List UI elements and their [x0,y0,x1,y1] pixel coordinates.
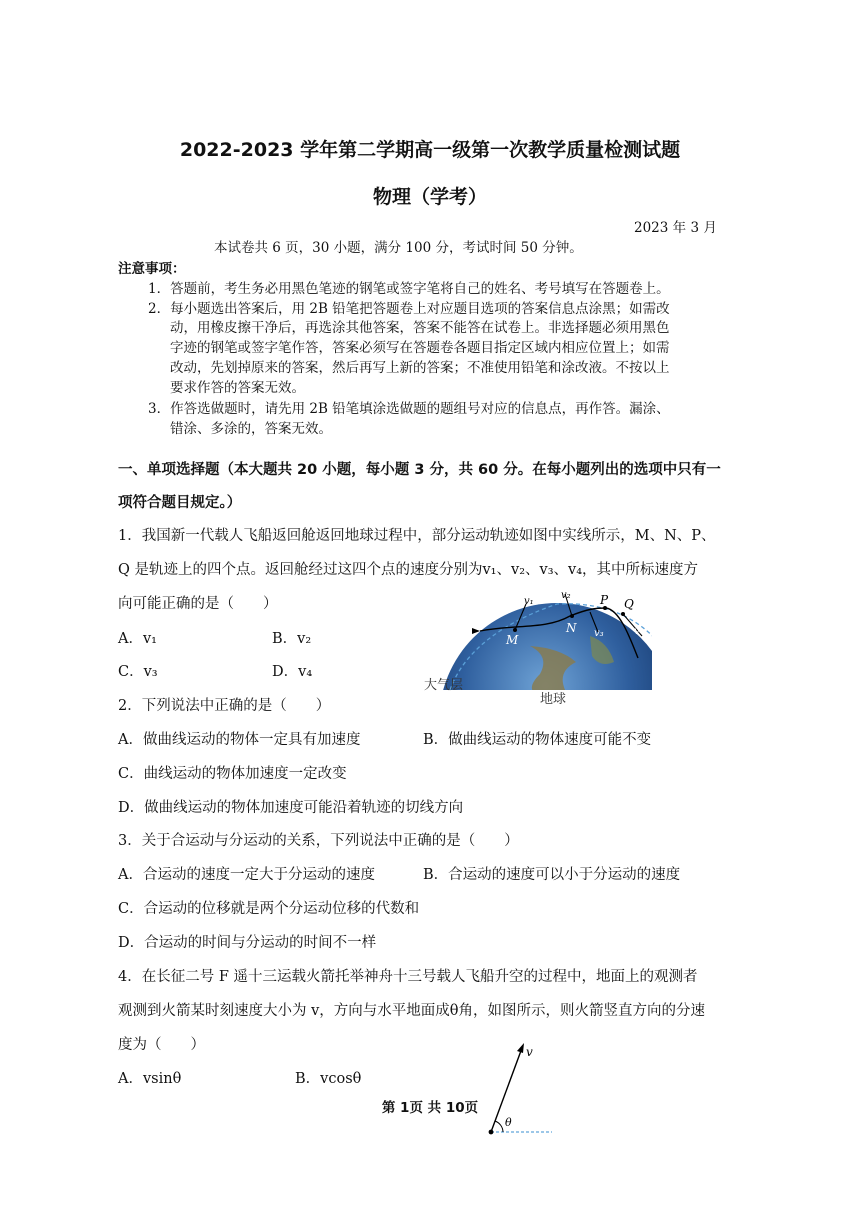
notice-line: 字迹的钢笔或签字笔作答，答案必须写在答题卷各题目指定区域内相应位置上；如需 [170,340,670,356]
velocity-label-v4: v₄ [634,626,644,637]
q2-option-d: D．做曲线运动的物体加速度可能沿着轨迹的切线方向 [118,800,464,816]
notice-line: 3．作答选做题时，请先用 2B 铅笔填涂选做题的题组号对应的信息点，再作答。漏涂、 [148,401,670,417]
q1-figure [420,586,652,710]
q4-stem: 度为（ ） [118,1037,205,1053]
q1-option-b: B．v₂ [272,631,312,647]
atmosphere-label: 大气层 [424,678,464,693]
q4-stem: 观测到火箭某时刻速度大小为 v，方向与水平地面成θ角，如图所示，则火箭竖直方向的分速 [118,1003,706,1019]
notice-line: 1．答题前，考生务必用黑色笔迹的钢笔或签字笔将自己的姓名、考号填写在答题卷上。 [148,281,670,297]
angle-label: θ [505,1116,512,1129]
q4-figure [480,1040,560,1140]
q3-option-c: C．合运动的位移就是两个分运动位移的代数和 [118,901,420,917]
notice-line: 要求作答的答案无效。 [170,380,305,396]
page-footer: 第 1页 共 10页 [381,1100,479,1116]
point-label-n: N [566,621,577,635]
point-label-q: Q [624,597,634,611]
point-label-m: M [506,633,519,647]
section-heading-cont: 项符合题目规定。） [118,495,242,511]
q1-stem: Q 是轨迹上的四个点。返回舱经过这四个点的速度分别为v₁、v₂、v₃、v₄，其中所标速度方 [118,562,699,578]
q4-option-a: A．vsinθ [118,1071,182,1087]
q2-stem: 2．下列说法中正确的是（ ） [118,698,331,714]
notice-line: 2．每小题选出答案后，用 2B 铅笔把答题卷上对应题目选项的答案信息点涂黑；如需改 [148,301,670,317]
q2-option-c: C．曲线运动的物体加速度一定改变 [118,766,347,782]
section-heading: 一、单项选择题（本大题共 20 小题，每小题 3 分，共 60 分。在每小题列出的选项中只有一 [118,462,721,478]
velocity-label: v [526,1045,533,1059]
q3-option-b: B．合运动的速度可以小于分运动的速度 [423,867,681,883]
q1-stem: 1．我国新一代载人飞船返回舱返回地球过程中，部分运动轨迹如图中实线所示，M、N、P、 [118,528,716,544]
notice-line: 错涂、多涂的，答案无效。 [170,421,332,437]
q2-option-b: B．做曲线运动的物体速度可能不变 [423,732,652,748]
q1-stem: 向可能正确的是（ ） [118,596,278,612]
q3-stem: 3．关于合运动与分运动的关系，下列说法中正确的是（ ） [118,833,519,849]
notice-heading: 注意事项： [118,261,186,277]
notice-line: 动，用橡皮擦干净后，再选涂其他答案，答案不能答在试卷上。非选择题必须用黑色 [170,320,670,336]
notice-line: 改动，先划掉原来的答案，然后再写上新的答案；不准使用铅笔和涂改液。不按以上 [170,360,670,376]
point-label-p: P [600,593,609,607]
q4-option-b: B．vcosθ [295,1071,362,1087]
q3-option-a: A．合运动的速度一定大于分运动的速度 [118,867,375,883]
q3-option-d: D．合运动的时间与分运动的时间不一样 [118,935,377,951]
velocity-label-v1: v₁ [524,596,534,607]
exam-subtitle: 物理（学考） [372,186,487,208]
earth-label: 地球 [540,692,567,707]
q4-stem: 4．在长征二号 F 遥十三运载火箭托举神舟十三号载人飞船升空的过程中，地面上的观测者 [118,969,698,985]
q1-option-a: A．v₁ [118,631,157,647]
q1-option-c: C．v₃ [118,664,158,680]
exam-title: 2022-2023 学年第二学期高一级第一次教学质量检测试题 [179,139,681,161]
exam-date: 2023 年 3 月 [634,220,717,236]
q2-option-a: A．做曲线运动的物体一定具有加速度 [118,732,361,748]
velocity-label-v3: v₃ [594,628,604,639]
q1-option-d: D．v₄ [272,664,313,680]
exam-info: 本试卷共 6 页，30 小题，满分 100 分，考试时间 50 分钟。 [214,240,583,256]
velocity-label-v2: v₂ [561,590,571,601]
